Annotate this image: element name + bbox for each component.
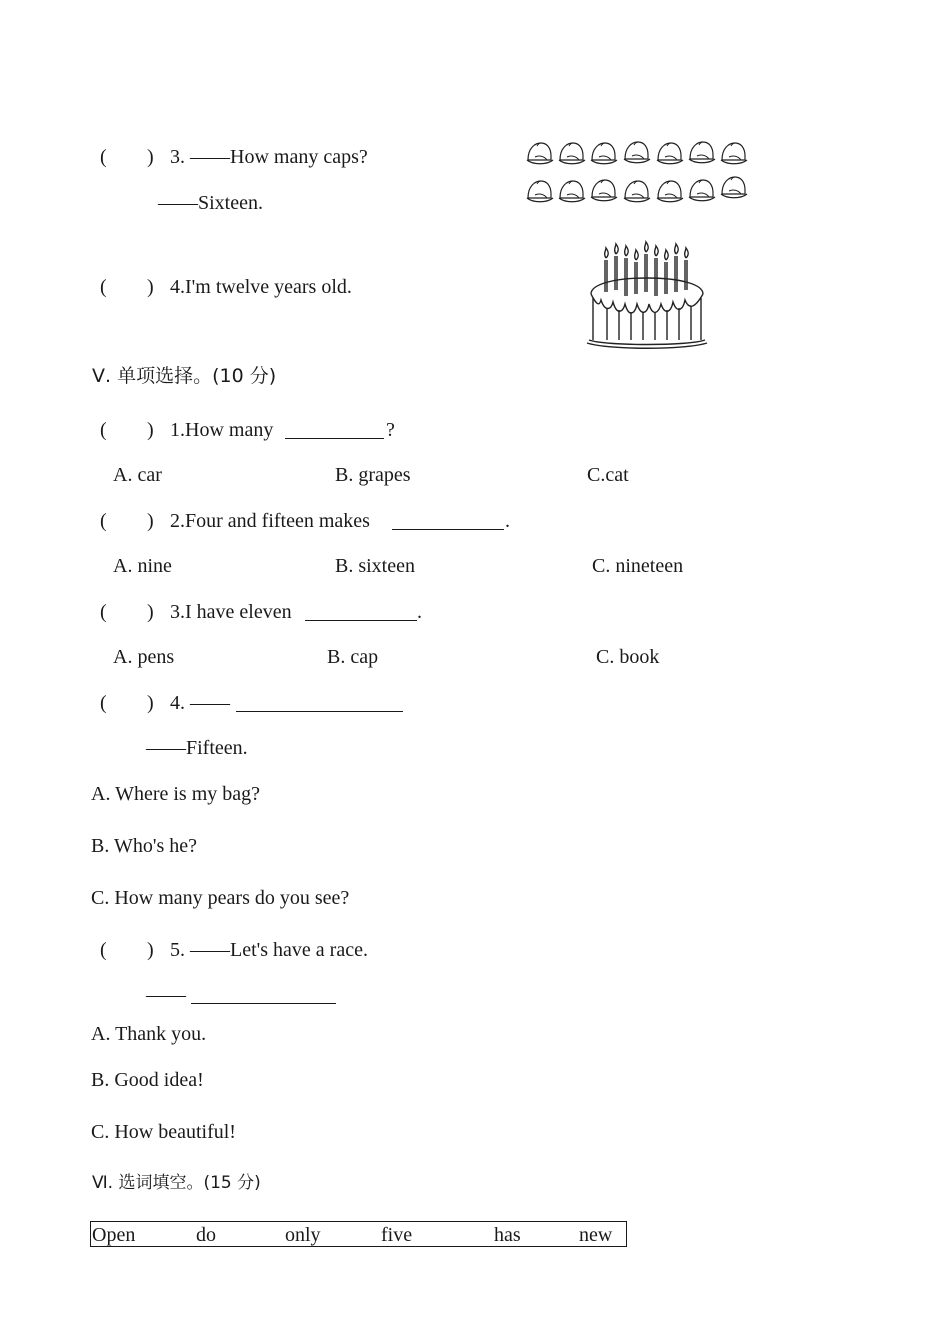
answer-paren-close: ) (147, 510, 154, 532)
option-b: B. sixteen (335, 555, 415, 577)
answer-paren-open: ( (100, 419, 107, 441)
question-answer: ——Sixteen. (158, 192, 263, 214)
option-b: B. grapes (335, 464, 411, 486)
word-bank (90, 1221, 627, 1247)
option-c: C. nineteen (592, 555, 684, 577)
answer-paren-open: ( (100, 276, 107, 298)
question-suffix: ? (386, 419, 395, 441)
question-text: 2.Four and fifteen makes (170, 510, 370, 532)
option-b: B. cap (327, 646, 379, 668)
question-text: 3. ——How many caps? (170, 146, 368, 168)
answer-paren-open: ( (100, 146, 107, 168)
question-text: 4. —— (170, 692, 230, 714)
answer-paren-close: ) (147, 276, 154, 298)
section-heading: Ⅴ. 单项选择。(10 分) (92, 365, 277, 387)
answer-paren-open: ( (100, 692, 107, 714)
question-suffix: . (417, 601, 422, 623)
answer-paren-open: ( (100, 601, 107, 623)
word-bank-item: only (285, 1224, 321, 1246)
option-a: A. nine (113, 555, 172, 577)
section-heading: Ⅵ. 选词填空。(15 分) (92, 1173, 261, 1193)
word-bank-item: new (579, 1224, 613, 1246)
answer-paren-open: ( (100, 510, 107, 532)
answer-blank[interactable] (305, 602, 417, 621)
question-text: 4.I'm twelve years old. (170, 276, 352, 298)
option-c: C. How beautiful! (91, 1121, 236, 1143)
option-c: C. How many pears do you see? (91, 887, 350, 909)
answer-paren-close: ) (147, 146, 154, 168)
option-a: A. Where is my bag? (91, 783, 261, 805)
option-a: A. pens (113, 646, 175, 668)
word-bank-item: has (494, 1224, 521, 1246)
question-reply: —— (146, 984, 186, 1006)
option-c: C.cat (587, 464, 629, 486)
word-bank-item: do (196, 1224, 216, 1246)
option-c: C. book (596, 646, 660, 668)
option-a: A. Thank you. (91, 1023, 207, 1045)
answer-paren-close: ) (147, 692, 154, 714)
word-bank-item: Open (92, 1224, 136, 1246)
word-bank-item: five (381, 1224, 413, 1246)
question-suffix: . (505, 510, 510, 532)
birthday-cake-icon (585, 246, 710, 350)
option-b: B. Good idea! (91, 1069, 204, 1091)
question-reply: ——Fifteen. (146, 737, 248, 759)
question-text: 1.How many (170, 419, 274, 441)
answer-blank[interactable] (236, 693, 403, 712)
option-b: B. Who's he? (91, 835, 197, 857)
answer-paren-close: ) (147, 601, 154, 623)
caps-picture-icon (525, 140, 750, 212)
answer-blank[interactable] (392, 511, 504, 530)
answer-paren-close: ) (147, 419, 154, 441)
answer-blank[interactable] (191, 985, 336, 1004)
answer-paren-close: ) (147, 939, 154, 961)
question-text: 3.I have eleven (170, 601, 292, 623)
question-text: 5. ——Let's have a race. (170, 939, 368, 961)
option-a: A. car (113, 464, 162, 486)
answer-paren-open: ( (100, 939, 107, 961)
answer-blank[interactable] (285, 420, 384, 439)
